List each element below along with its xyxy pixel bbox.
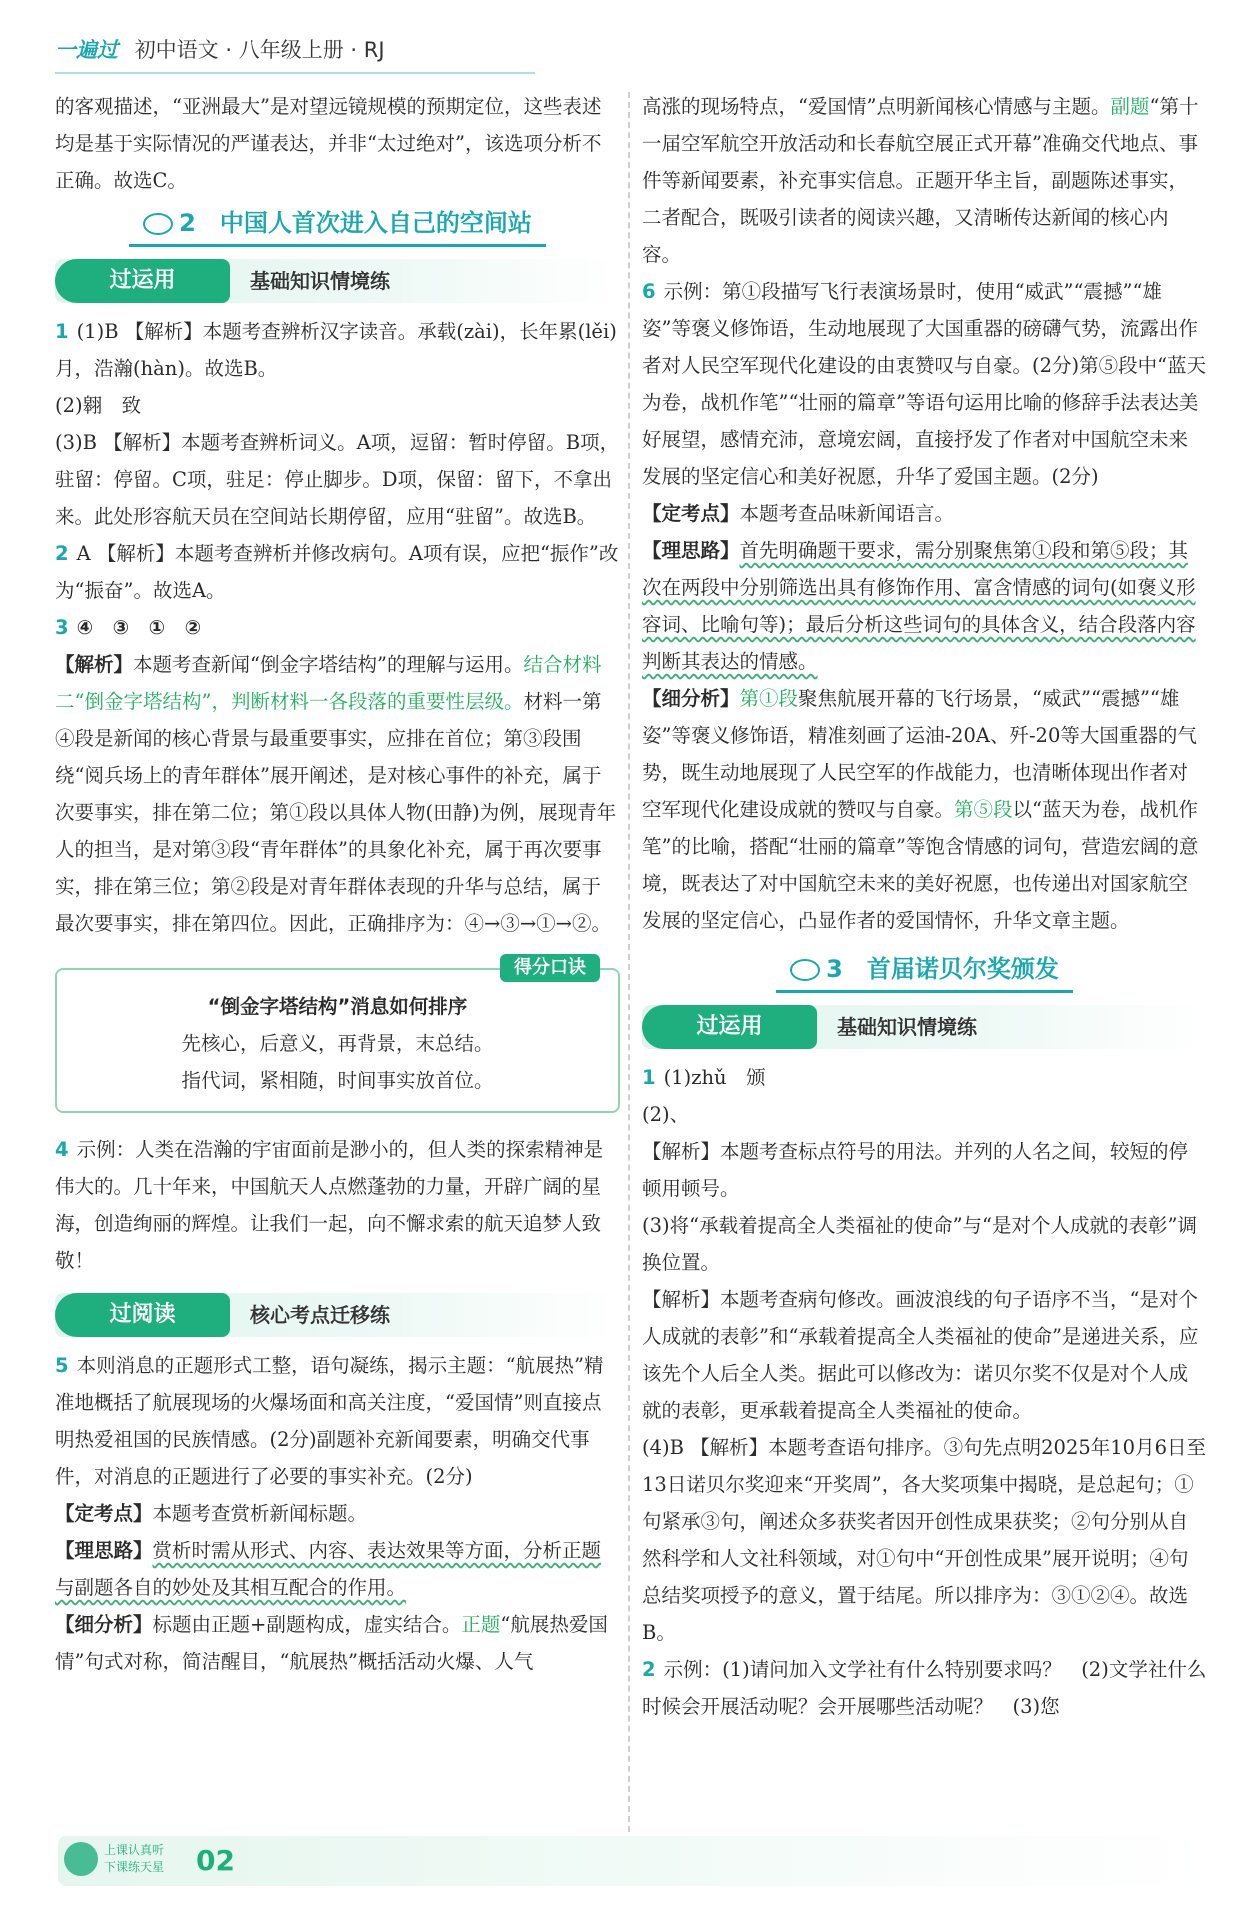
section-badge-icon — [143, 213, 173, 235]
q5-continued: 高涨的现场特点，“爱国情”点明新闻核心情感与主题。副题“第十一届空军航空开放活动和长春航空展正式开幕”准确交代地点、事件等新闻要素，补充事实信息。正题开华主旨，副题陈述事实，二者配合，既吸引读者的阅读兴趣，又清晰传达新闻的核心内容。 — [642, 95, 1199, 266]
column-divider — [628, 92, 630, 1832]
section-3-title: 3 首届诺贝尔奖颁发 — [642, 951, 1207, 995]
header-title: 初中语文 · 八年级上册 · RJ — [134, 38, 385, 62]
q1-a: 1 (1)B 【解析】本题考查辨析汉字读音。承载(zài)，长年累(lěi)月，浩瀚(hàn)。故选B。 — [55, 320, 617, 380]
q6: 6 示例：第①段描写飞行表演场景时，使用“威武”“震撼”“雄姿”等褒义修饰语，生动地展现了大国重器的磅礴气势，流露出作者对人民空军现代化建设的由衷赞叹与自豪。(2分)第⑤段中“蓝天为卷，战机作笔”“壮丽的篇章”等语句运用比喻的修辞手法表达美好展望，感情充沛，意境宏阔，直接抒发了作者对中国航空未来发展的坚定信心和美好祝愿，升华了爱国主题。(2分) — [642, 280, 1207, 488]
right-column — [642, 88, 1207, 1725]
r1-c: 【解析】本题考查标点符号的用法。并列的人名之间，较短的停顿用顿号。 — [642, 1140, 1189, 1200]
page-header — [55, 34, 385, 64]
band-pill: 过运用 — [642, 1005, 817, 1049]
section-badge-icon — [790, 959, 820, 981]
brand-logo: 一遍过 — [55, 38, 118, 62]
q2: 2 A 【解析】本题考查辨析并修改病句。A项有误，应把“振作”改为“振奋”。故选A。 — [55, 542, 619, 602]
q1-b: (2)翱 致 — [55, 394, 142, 417]
header-rule — [55, 72, 535, 74]
q3-analysis: 【解析】本题考查新闻“倒金字塔结构”的理解与运用。结合材料二“倒金字塔结构”，判断材料一各段落的重要性层级。材料一第④段是新闻的核心背景与最重要事实，应排在首位；第③段围绕“阅兵场上的青年群体”展开阐述，是对核心事件的补充，属于次要事实，排在第二位；第①段以具体人物(田静)为例，展现青年人的担当，是对第③段“青年群体”的具象化补充，属于再次要事实，排在第三位；第②段是对青年群体表现的升华与总结，属于最次要事实，排在第四位。因此，正确排序为：④→③→①→②。 — [55, 653, 617, 935]
q3-order: 3 ④ ③ ① ② — [55, 616, 202, 639]
band-practice-1 — [55, 259, 620, 303]
band-subtitle: 核心考点迁移练 — [250, 1303, 390, 1327]
q6-kaodian: 【定考点】本题考查品味新闻语言。 — [642, 502, 955, 525]
tip-line-1: 先核心，后意义，再背景，末总结。 — [181, 1032, 494, 1055]
band-subtitle: 基础知识情境练 — [250, 269, 390, 293]
r1-d: (3)将“承载着提高全人类福祉的使命”与“是对个人成就的表彰”调换位置。 — [642, 1214, 1197, 1274]
q5-fenxi: 【细分析】标题由正题+副题构成，虚实结合。正题“航展热爱国情”句式对称，简洁醒目，“航展热”概括活动火爆、人气 — [55, 1613, 608, 1673]
q6-fenxi: 【细分析】第①段聚焦航展开幕的飞行场景，“威武”“震撼”“雄姿”等褒义修饰语，精准刻画了运油-20A、歼-20等大国重器的气势，既生动地展现了人民空军的作战能力，也清晰体现出作者对空军现代化建设成就的赞叹与自豪。第⑤段以“蓝天为卷，战机作笔”的比喻，搭配“壮丽的篇章”等饱含情感的词句，营造宏阔的意境，既表达了对中国航空未来的美好祝愿，也传递出对国家航空发展的坚定信心，凸显作者的爱国情怀，升华文章主题。 — [642, 687, 1199, 932]
r1-a: 1 (1)zhǔ 颁 — [642, 1066, 766, 1089]
page-number: 02 — [196, 1844, 235, 1877]
q4: 4 示例：人类在浩瀚的宇宙面前是渺小的，但人类的探索精神是伟大的。几十年来，中国航天人点燃蓬勃的力量，开辟广阔的星海，创造绚丽的辉煌。让我们一起，向不懈求索的航天追梦人致敬！ — [55, 1138, 604, 1272]
r1-b: (2)、 — [642, 1103, 690, 1126]
footer-slogan: 上课认真听 下课练天星 — [104, 1843, 165, 1874]
q1-c: (3)B 【解析】本题考查辨析词义。A项，逗留：暂时停留。B项，驻留：停留。C项，驻足：停止脚步。D项，保留：留下，不拿出来。此处形容航天员在空间站长期停留，应用“驻留”。故选B。 — [55, 431, 620, 528]
tip-label: 得分口诀 — [500, 954, 600, 982]
section-2-title: 2 中国人首次进入自己的空间站 — [55, 205, 620, 249]
mascot-icon — [64, 1842, 98, 1876]
band-reading — [55, 1293, 620, 1337]
tip-box — [55, 957, 620, 1113]
tip-line-2: 指代词，紧相随，时间事实放首位。 — [181, 1069, 494, 1092]
band-subtitle: 基础知识情境练 — [837, 1015, 977, 1039]
tip-title: “倒金字塔结构”消息如何排序 — [207, 995, 468, 1018]
r2: 2 示例：(1)请问加入文学社有什么特别要求吗？ (2)文学社什么时候会开展活动呢？会开展哪些活动呢？ (3)您 — [642, 1658, 1207, 1718]
q5-kaodian: 【定考点】本题考查赏析新闻标题。 — [55, 1502, 368, 1525]
band-pill: 过运用 — [55, 259, 230, 303]
r1-f: (4)B 【解析】本题考查语句排序。③句先点明2025年10月6日至13日诺贝尔奖迎来“开奖周”，各大奖项集中揭晓，是总起句；①句紧承③句，阐述众多获奖者因开创性成果获奖；②句分别从自然科学和人文社科领域，对①句中“开创性成果”展开说明；④句总结奖项授予的意义，置于结尾。所以排序为：③①②④。故选B。 — [642, 1436, 1206, 1644]
q5: 5 本则消息的正题形式工整，语句凝练，揭示主题：“航展热”精准地概括了航展现场的火爆场面和高关注度，“爱国情”则直接点明热爱祖国的民族情感。(2分)副题补充新闻要素，明确交代事件，对消息的正题进行了必要的事实补充。(2分) — [55, 1354, 604, 1488]
r1-e: 【解析】本题考查病句修改。画波浪线的句子语序不当，“是对个人成就的表彰”和“承载着提高全人类福祉的使命”是递进关系，应该先个人后全人类。据此可以修改为：诺贝尔奖不仅是对个人成就的表彰，更承载着提高全人类福祉的使命。 — [642, 1288, 1199, 1422]
q6-silu: 【理思路】首先明确题干要求，需分别聚焦第①段和第⑤段；其次在两段中分别筛选出具有修饰作用、富含情感的词句(如褒义形容词、比喻句等)；最后分析这些词句的具体含义，结合段落内容判断其表达的情感。 — [642, 539, 1196, 673]
q5-silu: 【理思路】赏析时需从形式、内容、表达效果等方面，分析正题与副题各自的妙处及其相互配合的作用。 — [55, 1539, 602, 1599]
left-column — [55, 88, 620, 1680]
intro-paragraph: 的客观描述，“亚洲最大”是对望远镜规模的预期定位，这些表述均是基于实际情况的严谨表达，并非“太过绝对”，该选项分析不正确。故选C。 — [55, 95, 602, 192]
band-practice-2 — [642, 1005, 1207, 1049]
band-pill: 过阅读 — [55, 1293, 230, 1337]
page-footer — [58, 1836, 1208, 1886]
